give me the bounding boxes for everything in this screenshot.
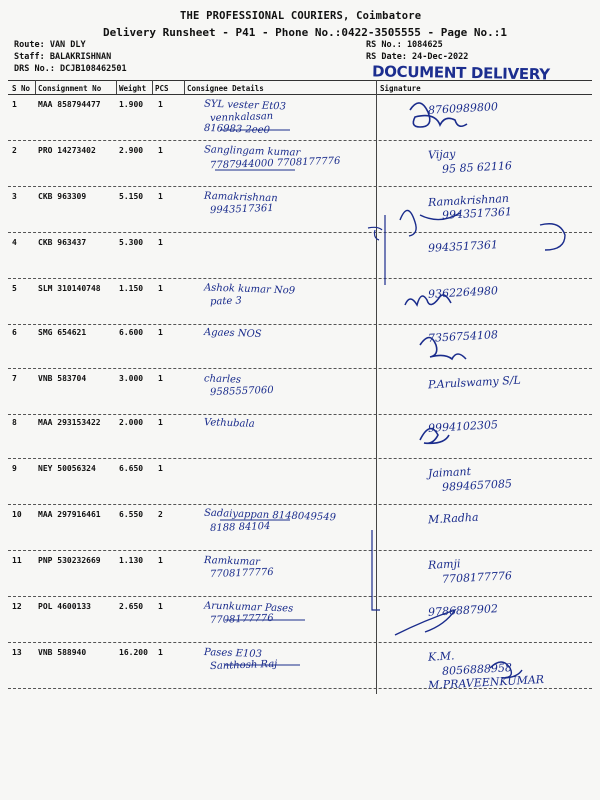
weight-value: 6.550 [119, 510, 144, 519]
consignee-handwriting: Pases E103 [203, 646, 263, 661]
pieces-count: 1 [158, 192, 163, 201]
pieces-count: 2 [158, 510, 163, 519]
signature-scrawl-1 [410, 103, 467, 127]
signature-handwriting: M.Radha [427, 510, 479, 527]
weight-value: 6.650 [119, 464, 144, 473]
drs-number: DRS No.: DCJB108462501 [14, 64, 127, 74]
consignee-handwriting: pate 3 [209, 295, 243, 308]
col-header-consignee: Consignee Details [187, 84, 264, 93]
signature-handwriting: Jaimant [427, 464, 472, 481]
consignee-handwriting: Santhosh Raj [209, 658, 278, 673]
consignee-handwriting: SYL vester Et03 [203, 98, 287, 113]
document-delivery-stamp: DOCUMENT DELIVERY [371, 62, 550, 84]
signature-scrawl-8 [420, 429, 449, 444]
consignee-handwriting: 8188 84104 [209, 520, 271, 535]
consignee-handwriting: charles [203, 373, 242, 386]
pieces-count: 1 [158, 284, 163, 293]
pieces-count: 1 [158, 556, 163, 565]
consignment-number: PRO 14273402 [38, 146, 96, 155]
signature-scrawl-4 [540, 224, 565, 250]
signature-handwriting: M.PRAVEENKUMAR [427, 672, 545, 693]
consignee-handwriting: 9585557060 [209, 384, 274, 399]
signature-scrawl-3 [400, 210, 460, 236]
signature-handwriting: 7708177776 [441, 569, 513, 586]
row-serial-number: 6 [12, 328, 17, 337]
weight-value: 1.900 [119, 100, 144, 109]
consignment-number: MAA 297916461 [38, 510, 101, 519]
consignee-handwriting: Ashok kumar No9 [203, 282, 296, 297]
signature-handwriting: 95 85 62116 [441, 159, 513, 176]
row-serial-number: 7 [12, 374, 17, 383]
signature-scrawl-13 [490, 662, 522, 678]
signature-scrawl-5 [405, 295, 451, 305]
row-serial-number: 2 [12, 146, 17, 155]
pieces-count: 1 [158, 374, 163, 383]
signature-handwriting: 9894657085 [441, 477, 513, 494]
signature-handwriting: 9943517361 [441, 205, 513, 222]
consignee-handwriting: Sanglingam kumar [203, 144, 301, 159]
row-serial-number: 12 [12, 602, 22, 611]
signature-scrawl-6 [420, 338, 466, 360]
consignee-handwriting: Ramakrishnan [203, 190, 278, 205]
weight-value: 1.150 [119, 284, 144, 293]
consignee-handwriting: Vethubala [203, 417, 255, 430]
signature-handwriting: 8056888958 [441, 661, 513, 678]
consignment-number: POL 4600133 [38, 602, 91, 611]
rs-date: RS Date: 24-Dec-2022 [366, 52, 469, 62]
staff-label: Staff: BALAKRISHNAN [14, 52, 112, 62]
consignee-handwriting: Agaes NOS [203, 326, 262, 341]
row-serial-number: 4 [12, 238, 17, 247]
rs-number: RS No.: 1084625 [366, 40, 443, 50]
consignment-number: MAA 293153422 [38, 418, 101, 427]
weight-value: 3.000 [119, 374, 144, 383]
weight-value: 2.900 [119, 146, 144, 155]
signature-handwriting: 9943517361 [427, 238, 499, 255]
signature-handwriting: 9786887902 [427, 602, 499, 619]
col-header-sno: S No [12, 84, 31, 93]
bracket-mark [372, 215, 385, 610]
consignee-handwriting: vennkalasan [209, 110, 274, 125]
consignment-number: SMG 654621 [38, 328, 87, 337]
signature-handwriting: P.Arulswamy S/L [427, 373, 522, 392]
signature-handwriting: 7356754108 [427, 328, 499, 345]
consignee-handwriting: 9943517361 [209, 202, 274, 217]
pieces-count: 1 [158, 328, 163, 337]
runsheet-subtitle: Delivery Runsheet - P41 - Phone No.:0422-3505555 - Page No.:1 [103, 26, 507, 39]
signature-handwriting: 8760989800 [427, 100, 499, 117]
crossing-mark [368, 227, 382, 240]
pieces-count: 1 [158, 100, 163, 109]
signature-handwriting: Ramakrishnan [427, 191, 510, 210]
weight-value: 2.650 [119, 602, 144, 611]
col-header-pcs: PCS [155, 84, 169, 93]
signature-handwriting: Ramji [427, 557, 461, 572]
pieces-count: 1 [158, 602, 163, 611]
pieces-count: 1 [158, 146, 163, 155]
signature-scrawl-12 [395, 610, 455, 635]
consignee-handwriting: 7787944000 7708177776 [209, 155, 341, 172]
consignment-number: CKB 963437 [38, 238, 87, 247]
strikethrough-lines [215, 130, 305, 665]
consignment-number: VNB 583704 [38, 374, 87, 383]
consignment-number: MAA 858794477 [38, 100, 101, 109]
row-serial-number: 9 [12, 464, 17, 473]
signature-handwriting: Vijay [427, 147, 456, 162]
row-serial-number: 8 [12, 418, 17, 427]
consignee-handwriting: 816983 2ee0 [203, 122, 271, 137]
consignment-number: PNP 530232669 [38, 556, 101, 565]
pieces-count: 1 [158, 238, 163, 247]
row-serial-number: 5 [12, 284, 17, 293]
consignee-handwriting: Ramkumar [203, 555, 261, 568]
weight-value: 2.000 [119, 418, 144, 427]
consignee-handwriting: Arunkumar Pases [203, 600, 294, 615]
consignment-number: SLM 310140748 [38, 284, 101, 293]
pieces-count: 1 [158, 464, 163, 473]
weight-value: 5.150 [119, 192, 144, 201]
pieces-count: 1 [158, 648, 163, 657]
route-label: Route: VAN DLY [14, 40, 86, 50]
consignment-number: NEY 50056324 [38, 464, 96, 473]
consignment-number: CKB 963309 [38, 192, 87, 201]
row-serial-number: 10 [12, 510, 22, 519]
weight-value: 5.300 [119, 238, 144, 247]
row-serial-number: 11 [12, 556, 22, 565]
weight-value: 1.130 [119, 556, 144, 565]
consignee-handwriting: 7708177776 [209, 612, 274, 627]
pieces-count: 1 [158, 418, 163, 427]
col-header-weight: Weight [119, 84, 147, 93]
weight-value: 6.600 [119, 328, 144, 337]
signature-handwriting: K.M. [427, 649, 455, 664]
row-serial-number: 1 [12, 100, 17, 109]
consignee-handwriting: 7708177776 [209, 566, 274, 581]
signature-handwriting: 9994102305 [427, 418, 499, 435]
col-header-signature: Signature [380, 84, 421, 93]
weight-value: 16.200 [119, 648, 148, 657]
row-serial-number: 13 [12, 648, 22, 657]
consignment-number: VNB 588940 [38, 648, 87, 657]
col-header-consignment: Consignment No [38, 84, 102, 93]
company-title: THE PROFESSIONAL COURIERS, Coimbatore [180, 10, 422, 22]
signature-handwriting: 9362264980 [427, 284, 499, 301]
consignee-handwriting: Sadaiyappan 8148049549 [203, 507, 337, 524]
row-serial-number: 3 [12, 192, 17, 201]
